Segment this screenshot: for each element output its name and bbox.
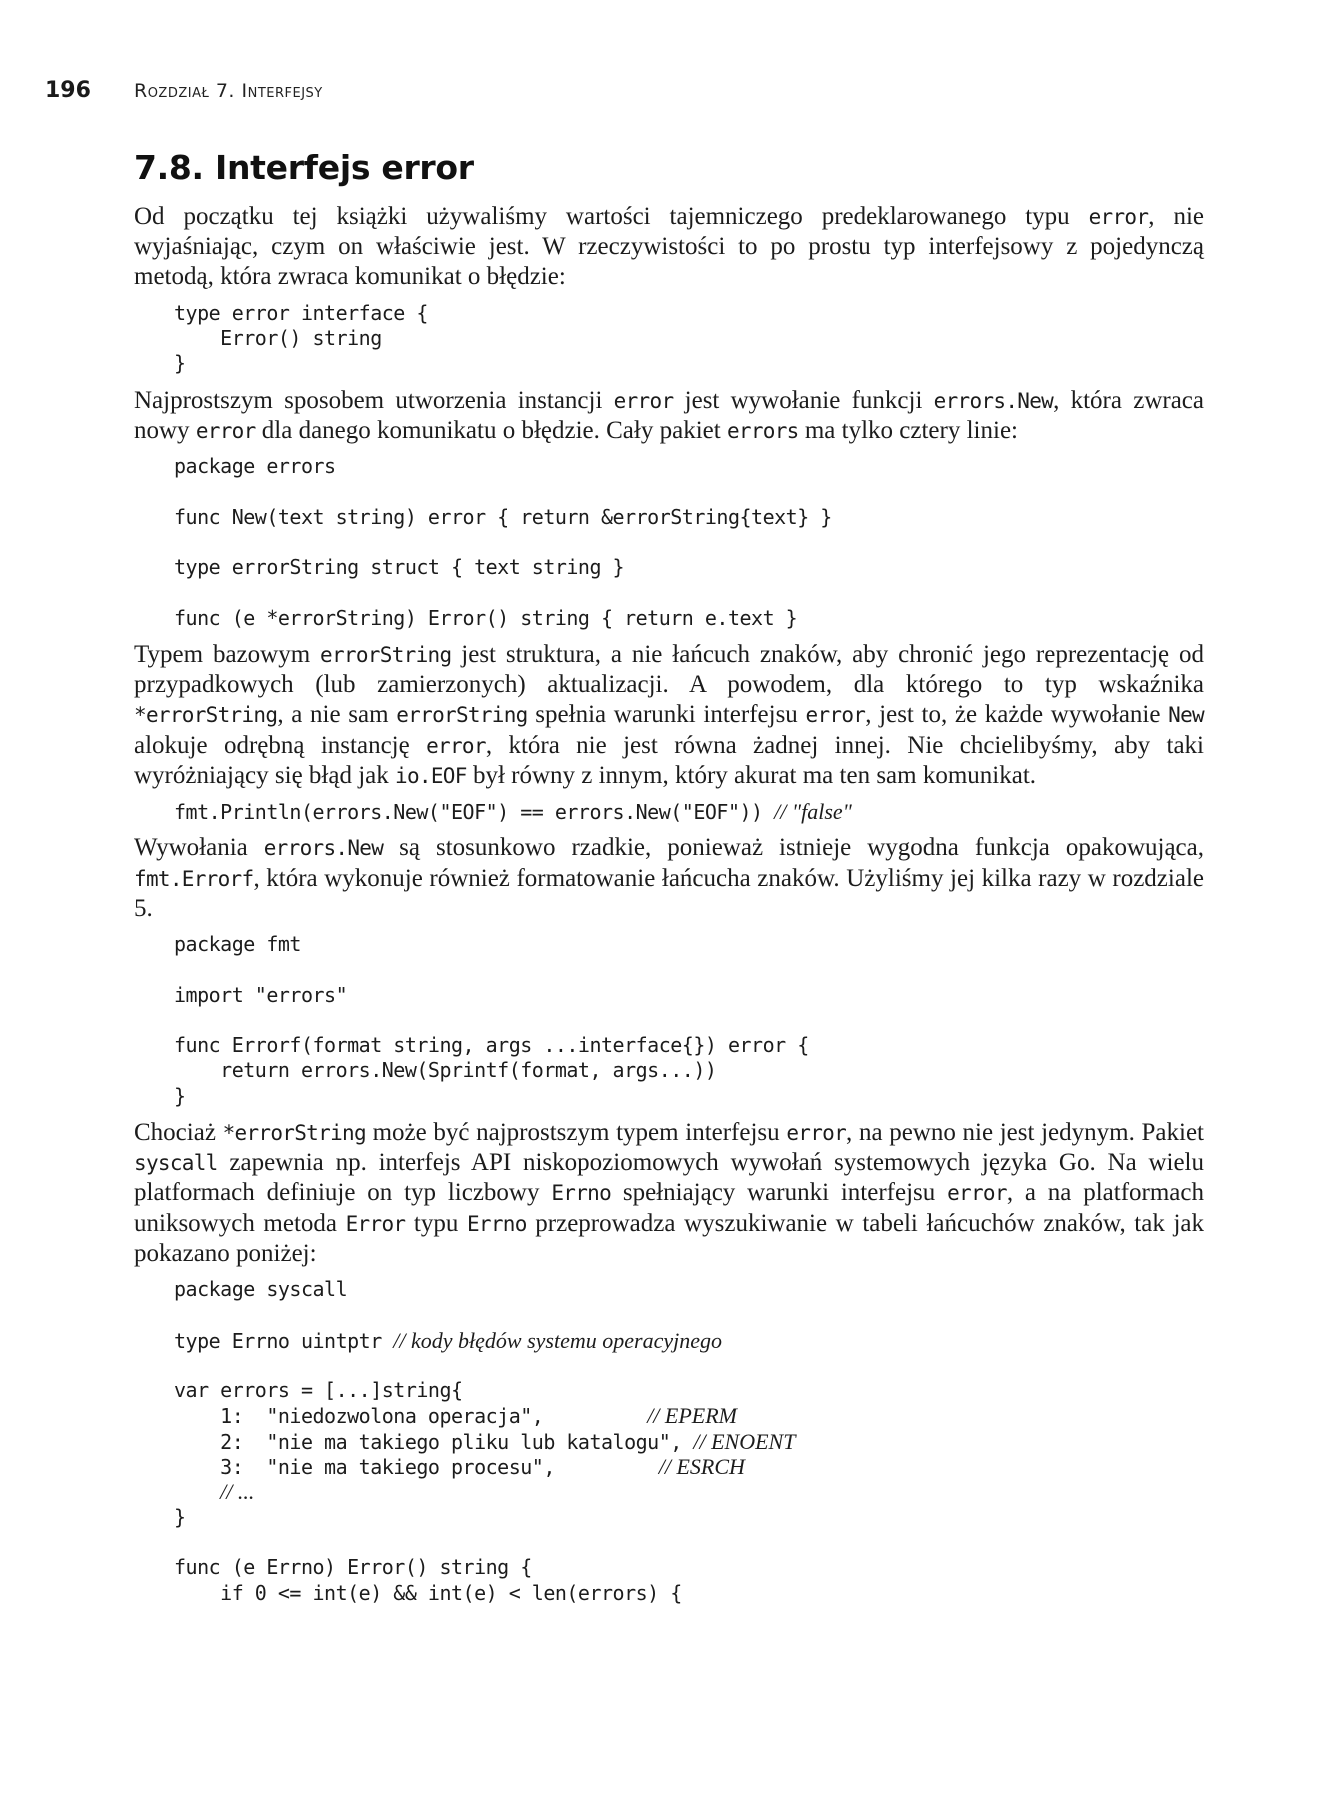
inline-code: errors [726,418,799,443]
inline-code: error [786,1120,847,1145]
inline-code: Error [345,1211,406,1236]
code-text: type Errno uintptr [174,1328,394,1353]
code-line [174,1328,1204,1353]
code-blank-line [174,1008,1204,1033]
page-body [134,202,1204,1606]
text-run: był równy z innym, który akurat ma ten sam komunikat. [466,761,1037,789]
code-blank-line [174,1530,1204,1555]
text-run: zapewnia np. interfejs API niskopoziomowych wywołań systemowych języka Go. Na wielu platformach definiuje on typ liczbowy [134,1149,1204,1207]
inline-code: error [613,388,674,413]
code-line: import "errors" [174,982,348,1007]
code-line [174,1479,1204,1504]
inline-code: errors.New [933,388,1054,413]
code-blank-line [174,580,1204,605]
text-run: spełniający warunki interfejsu [611,1179,948,1207]
code-comment: // ESRCH [658,1454,745,1480]
code-line [174,1403,1204,1428]
code-line: } [174,351,186,376]
inline-code: syscall [134,1151,218,1176]
inline-code: errors.New [263,836,384,861]
code-line: package fmt [174,931,301,956]
inline-code: fmt.Errorf [134,866,254,891]
code-comment: // ... [220,1479,255,1505]
text-run: spełnia warunki interfejsu [527,701,806,729]
inline-code: Errno [466,1211,527,1236]
inline-code: *errorString [134,703,278,728]
text-run: , na pewno nie jest jedynym. Pakiet [846,1118,1204,1146]
inline-code: *errorString [222,1120,366,1145]
code-line [174,1454,1204,1479]
text-run: jest struktura, a nie łańcuch znaków, aby chronić jego reprezentację od przypadkowych (lub zamierzonych) aktualizacji. A powodem, dla którego to typ wskaźnika [134,640,1204,699]
code-line: return errors.New(Sprintf(format, args...)) [174,1058,717,1083]
code-blank-line [174,530,1204,555]
code-text: 3: "nie ma takiego procesu", [174,1455,659,1480]
code-blank-line [174,1353,1204,1378]
text-run: , która zwraca nowy [134,386,1204,444]
code-blank-line [174,957,1204,982]
code-block-error-interface [134,301,1204,377]
text-run: , jest to, że każde wywołanie [865,701,1169,729]
text-run: alokuje odrębną instancję [134,731,427,759]
inline-code: error [947,1181,1007,1206]
code-line: } [174,1504,186,1529]
text-run: typu [405,1209,467,1237]
text-run: dla danego komunikatu o błędzie. Cały pakiet [255,416,727,444]
inline-code: error [1088,205,1149,229]
section-title: 7.8. Interfejs error [134,148,474,187]
inline-code: Errno [551,1181,612,1206]
code-block-errors-package [134,454,1204,631]
code-line: Error() string [174,325,382,350]
code-text: 2: "nie ma takiego pliku lub katalogu", [174,1429,694,1454]
paragraph-errorstring [134,640,1204,791]
text-run: Typem bazowym [134,640,321,668]
inline-code: errorString [320,642,452,667]
text-run: ma tylko cztery linie: [798,416,1018,444]
text-run: , nie wyjaśniając, czym on właściwie jest. W rzeczywistości to po prostu typ interfejsowy z pojedynczą metodą, która zwraca komunikat o błędzie: [134,203,1204,291]
code-block-println [134,799,1204,824]
code-line: func New(text string) error { return &errorString{text} } [174,504,832,529]
code-comment: // "false" [774,799,852,824]
chapter-title: Rozdział 7. Interfejsy [134,80,323,102]
inline-code: error [805,703,866,728]
text-run: przeprowadza wyszukiwanie w tabeli łańcuchów znaków, tak jak pokazano poniżej: [134,1209,1204,1267]
text-run: , która wykonuje również formatowanie łańcucha znaków. Użyliśmy jej kilka razy w rozdziale 5. [134,864,1204,922]
code-line: func (e *errorString) Error() string { return e.text } [174,605,798,630]
text-run: Chociaż [134,1118,223,1146]
code-comment: // ENOENT [693,1428,796,1454]
paragraph-intro [134,202,1204,293]
inline-code: errorString [396,703,528,728]
inline-code: error [426,733,486,758]
code-line: func (e Errno) Error() string { [174,1555,532,1580]
text-run: są stosunkowo rzadkie, ponieważ istnieje wygodna funkcja opakowująca, [383,834,1204,862]
text-run: może być najprostszym typem interfejsu [365,1118,787,1146]
text-run: , a nie sam [277,701,397,729]
page-number: 196 [45,78,91,103]
code-line: } [174,1083,186,1108]
inline-code: New [1168,703,1204,728]
text-run: Najprostszym sposobem utworzenia instancji [134,386,614,414]
code-text [174,1480,220,1504]
code-comment: // kody błędów systemu operacyjnego [393,1327,722,1353]
inline-code: error [195,418,256,443]
code-text: 1: "niedozwolona operacja", [174,1404,648,1429]
text-run: Wywołania [134,834,264,862]
text-run: , a na platformach uniksowych metoda [134,1179,1204,1237]
code-line [174,799,1204,824]
text-run: jest wywołanie funkcji [673,386,934,414]
text-run: Od początku tej książki używaliśmy wartości tajemniczego predeklarowanego typu [134,203,1089,230]
running-head [45,78,845,112]
paragraph-errorf [134,833,1204,924]
code-line: var errors = [...]string{ [174,1378,463,1403]
code-blank-line [174,479,1204,504]
code-line: package errors [174,453,336,478]
code-comment: // EPERM [647,1403,737,1429]
code-line: func Errorf(format string, args ...interface{}) error { [174,1033,809,1058]
code-line: type error interface { [174,300,428,325]
text-run: , która nie jest równa żadnej innej. Nie chcielibyśmy, aby taki wyróżniający się błąd jak [134,731,1204,789]
code-line [174,1429,1204,1454]
code-line: type errorString struct { text string } [174,555,625,580]
code-blank-line [174,1302,1204,1327]
paragraph-errors-new [134,386,1204,446]
code-text: fmt.Println(errors.New("EOF") == errors.New("EOF")) [174,800,775,824]
code-block-fmt-package [134,932,1204,1109]
code-block-syscall-package [134,1277,1204,1606]
paragraph-syscall [134,1118,1204,1269]
code-line: package syscall [174,1277,348,1301]
inline-code: io.EOF [395,763,467,788]
code-line: if 0 <= int(e) && int(e) < len(errors) { [174,1580,682,1605]
